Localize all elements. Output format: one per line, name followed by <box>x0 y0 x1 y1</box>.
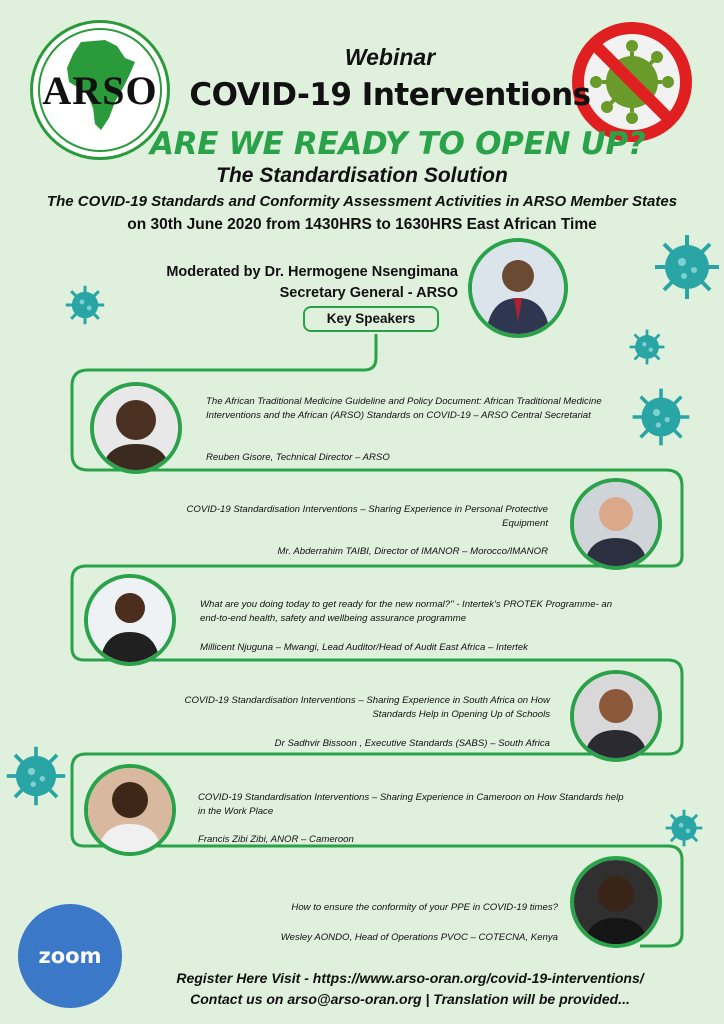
speaker-4-name: Dr Sadhvir Bissoon , Executive Standards (SABS) – South Africa <box>274 738 550 749</box>
register-link[interactable]: Register Here Visit - https://www.arso-oran.org/covid-19-interventions/ <box>176 970 644 986</box>
footer <box>130 968 690 1010</box>
speaker-6-talk: How to ensure the conformity of your PPE in COVID-19 times? <box>291 902 558 913</box>
speaker-photo-1 <box>90 382 182 474</box>
person-silhouette-icon <box>574 674 658 758</box>
speaker-1-talk: The African Traditional Medicine Guideline and Policy Document: African Traditional Medicine Interventions and the African (ARSO) Standards on COVID-19 – ARSO Central Secretariat <box>206 396 602 421</box>
webinar-label: Webinar <box>344 44 436 70</box>
arso-logo-text: ARSO <box>42 67 158 113</box>
speaker-2-name: Mr. Abderrahim TAIBI, Director of IMANOR – Morocco/IMANOR <box>277 546 548 557</box>
speaker-3-name: Millicent Njuguna – Mwangi, Lead Auditor/Head of Audit East Africa – Intertek <box>200 642 528 653</box>
moderator-name: Moderated by Dr. Hermogene Nsengimana <box>166 264 458 280</box>
person-silhouette-icon <box>88 768 172 852</box>
virus-icon <box>4 744 68 808</box>
zoom-logo: zoom <box>18 904 122 1008</box>
speaker-photo-2 <box>570 478 662 570</box>
speaker-3-talk: What are you doing today to get ready for the new normal?" - Intertek's PROTEK Programme- an end-to-end health, safety and wellbeing assurance programme <box>200 599 613 624</box>
contact-info[interactable]: Contact us on arso@arso-oran.org | Translation will be provided... <box>190 991 630 1007</box>
headline-question: ARE WE READY TO OPEN UP? <box>150 126 646 162</box>
speaker-5-name: Francis Zibi Zibi, ANOR – Cameroon <box>198 834 354 845</box>
moderator-title: Secretary General - ARSO <box>279 285 458 301</box>
speaker-1-name: Reuben Gisore, Technical Director – ARSO <box>206 452 390 463</box>
key-speakers-label: Key Speakers <box>303 306 439 332</box>
speaker-4-talk: COVID-19 Standardisation Interventions – Sharing Experience in South Africa on How Standards Help in Opening Up of Schools <box>184 695 550 720</box>
virus-icon <box>628 328 666 366</box>
virus-icon <box>664 808 704 848</box>
headline-solution: The Standardisation Solution <box>216 164 508 187</box>
subtitle: The COVID-19 Standards and Conformity Assessment Activities in ARSO Member States <box>46 193 678 210</box>
person-silhouette-icon <box>94 386 178 470</box>
person-silhouette-icon <box>88 578 172 662</box>
virus-icon <box>64 284 106 326</box>
speaker-photo-6 <box>570 856 662 948</box>
speaker-2-talk: COVID-19 Standardisation Interventions – Sharing Experience in Personal Protective Equipment <box>186 504 548 529</box>
person-silhouette-icon <box>574 860 658 944</box>
virus-icon <box>630 386 692 448</box>
person-silhouette-icon <box>574 482 658 566</box>
speaker-photo-5 <box>84 764 176 856</box>
speaker-photo-3 <box>84 574 176 666</box>
speaker-6-name: Wesley AONDO, Head of Operations PVOC – COTECNA, Kenya <box>280 932 558 943</box>
virus-icon <box>652 232 722 302</box>
speaker-5-talk: COVID-19 Standardisation Interventions – Sharing Experience in Cameroon on How Standards help in the Work Place <box>198 792 624 817</box>
speaker-photo-4 <box>570 670 662 762</box>
page-title: COVID-19 Interventions <box>189 77 591 113</box>
event-date: on 30th June 2020 from 1430HRS to 1630HRS East African Time <box>127 216 597 233</box>
